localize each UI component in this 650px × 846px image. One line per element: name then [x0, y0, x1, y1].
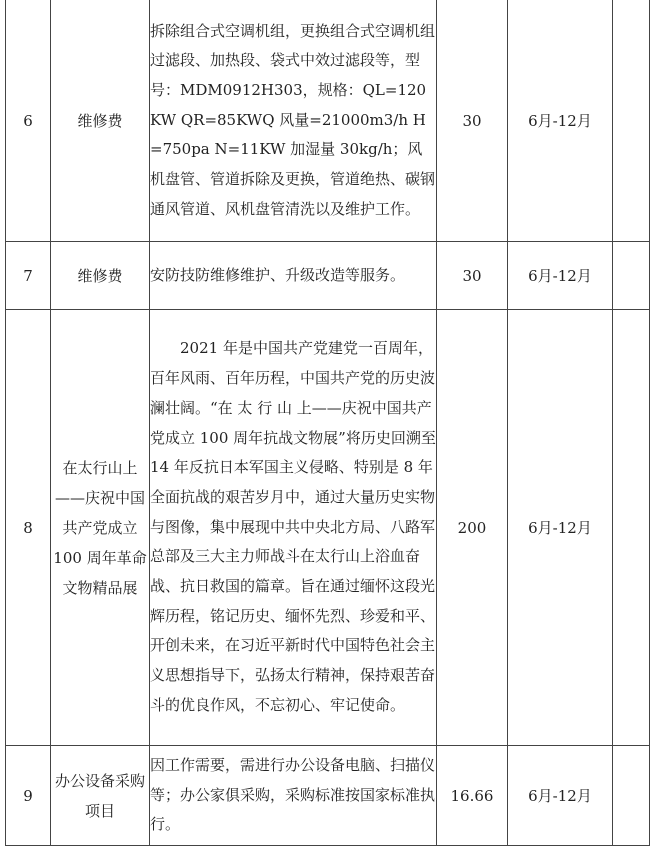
project-name: 维修费 — [51, 242, 150, 310]
table-row — [6, 0, 650, 242]
table-row — [6, 310, 650, 746]
project-description — [150, 242, 437, 310]
project-note — [613, 0, 650, 242]
row-number: 6 — [6, 0, 51, 242]
project-note — [613, 746, 650, 846]
project-time: 6月-12月 — [508, 242, 613, 310]
project-description-text: 2021 年是中国共产党建党一百周年，百年风雨、百年历程，中国共产党的历史波澜壮阔。“在 太 行 山 上——庆祝中国共产党成立 100 周年抗战文物展”将历史回溯至 14 年反抗日本军国主义侵略、特别是 8 年全面抗战的艰苦岁月中，通过大量历史实物与图像，集中展现中共中央北方局、八路军总部及三大主力师战斗在太行山上浴血奋战、抗日救国的篇章。旨在通过缅怀这段光辉历程，铭记历史、缅怀先烈、珍爱和平、开创未来，在习近平新时代中国特色社会主义思想指导下，弘扬太行精神，保持艰苦奋斗的优良作风，不忘初心、牢记使命。 — [150, 339, 436, 714]
project-description-text: 安防技防维修维护、升级改造等服务。 — [150, 265, 406, 284]
project-note — [613, 242, 650, 310]
project-amount: 16.66 — [437, 746, 508, 846]
project-description — [150, 310, 437, 746]
project-note — [613, 310, 650, 746]
row-number: 9 — [6, 746, 51, 846]
table-row — [6, 746, 650, 846]
project-description-text: 拆除组合式空调机组，更换组合式空调机组过滤段、加热段、袋式中效过滤段等，型号：MDM0912H303，规格：QL=120KW QR=85KWQ 风量=21000m3/h H=750pa N=11KW 加湿量 30kg/h；风机盘管、管道拆除及更换，管道绝热、碳钢通风管道、风机盘管清洗以及维护工作。 — [150, 21, 436, 218]
budget-table — [5, 0, 650, 846]
project-name: 维修费 — [51, 0, 150, 242]
project-time: 6月-12月 — [508, 0, 613, 242]
row-number: 8 — [6, 310, 51, 746]
project-time: 6月-12月 — [508, 746, 613, 846]
project-description-text: 因工作需要，需进行办公设备电脑、扫描仪等；办公家俱采购，采购标准按国家标准执行。 — [150, 755, 436, 834]
project-description — [150, 0, 437, 242]
project-description — [150, 746, 437, 846]
project-amount: 30 — [437, 242, 508, 310]
project-name: 办公设备采购项目 — [51, 746, 150, 846]
project-time: 6月-12月 — [508, 310, 613, 746]
project-name: 在太行山上——庆祝中国共产党成立 100 周年革命文物精品展 — [51, 310, 150, 746]
table-row — [6, 242, 650, 310]
project-amount: 200 — [437, 310, 508, 746]
project-amount: 30 — [437, 0, 508, 242]
row-number: 7 — [6, 242, 51, 310]
